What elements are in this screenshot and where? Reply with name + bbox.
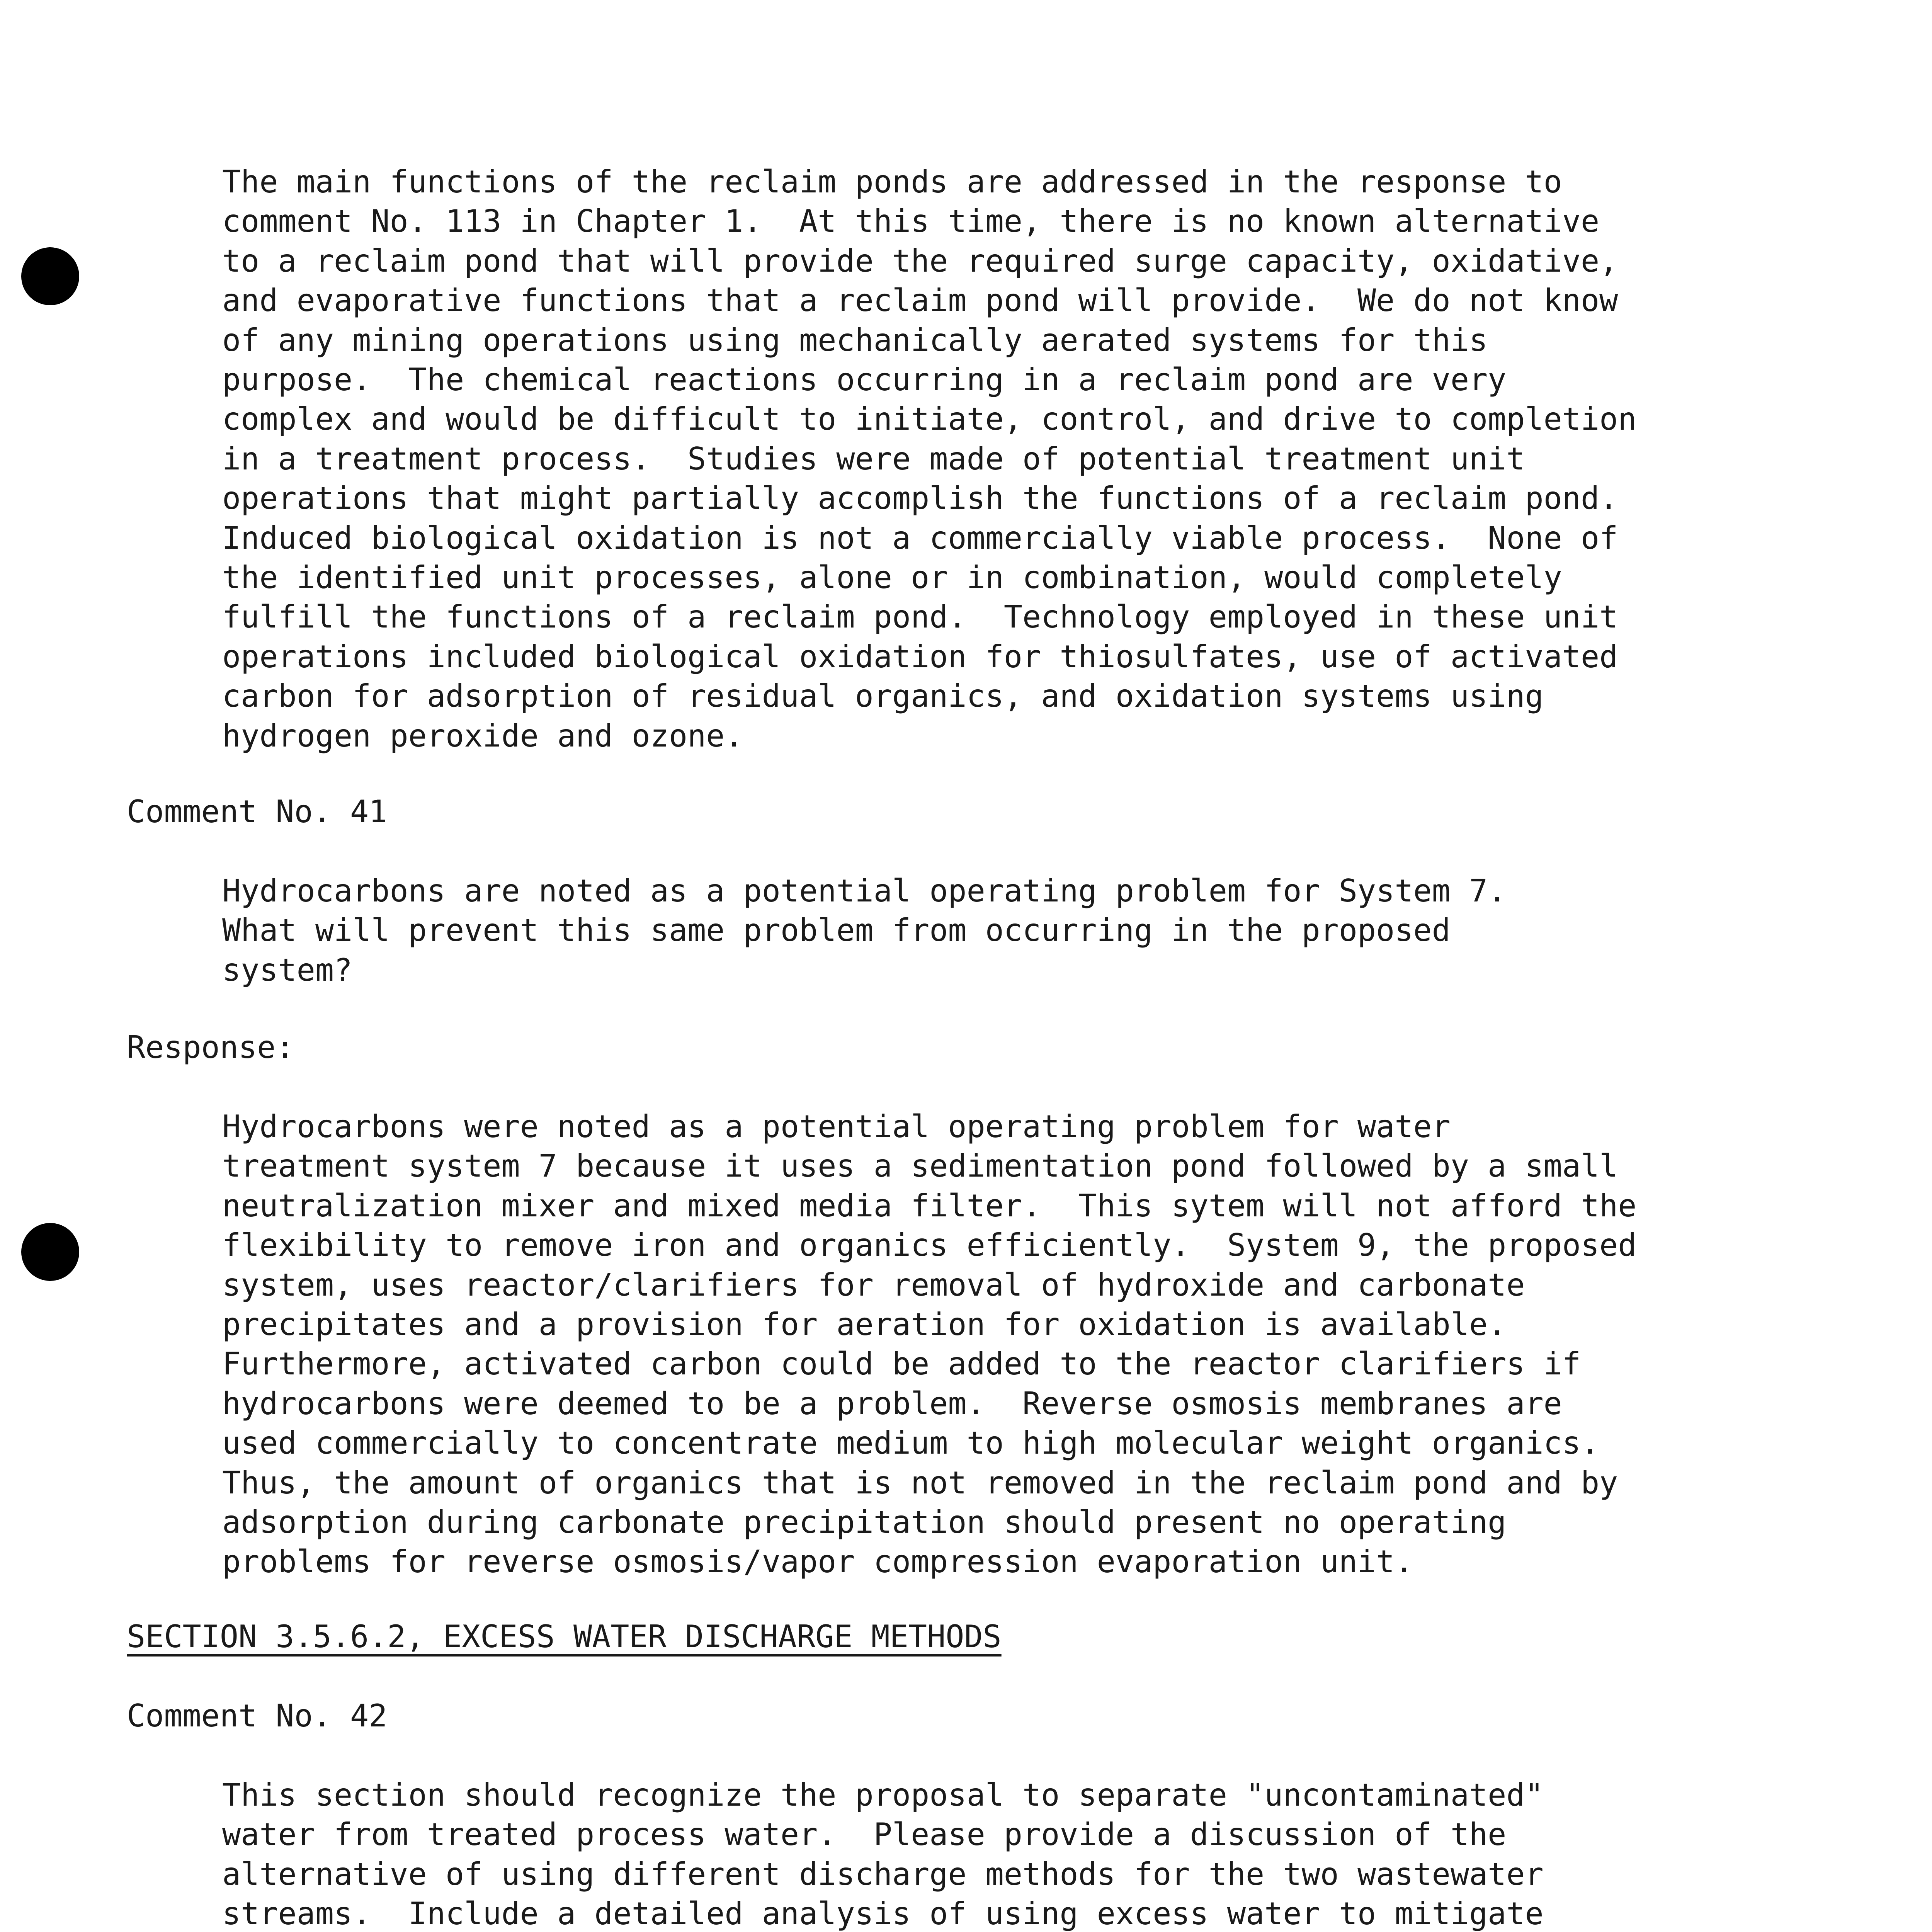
section-heading-3-5-6-2: SECTION 3.5.6.2, EXCESS WATER DISCHARGE METHODS — [127, 1619, 1002, 1655]
text-line: system, uses reactor/clarifiers for removal of hydroxide and carbonate — [222, 1267, 1525, 1303]
text-line: flexibility to remove iron and organics efficiently. System 9, the proposed — [222, 1227, 1637, 1264]
punch-hole-middle — [21, 1223, 79, 1281]
text-line: operations that might partially accomplish the functions of a reclaim pond. — [222, 480, 1618, 517]
response-paragraph-reclaim-ponds — [222, 162, 1636, 756]
text-line: Thus, the amount of organics that is not removed in the reclaim pond and by — [222, 1464, 1618, 1501]
comment-42-text — [222, 1776, 1544, 1932]
comment-label-41: Comment No. 41 — [127, 794, 388, 830]
text-line: problems for reverse osmosis/vapor compression evaporation unit. — [222, 1544, 1413, 1580]
text-line: Hydrocarbons are noted as a potential operating problem for System 7. — [222, 873, 1507, 909]
response-label-41: Response: — [127, 1029, 294, 1065]
text-line: carbon for adsorption of residual organics, and oxidation systems using — [222, 678, 1544, 714]
text-line: in a treatment process. Studies were made of potential treatment unit — [222, 440, 1525, 477]
text-line: operations included biological oxidation for thiosulfates, use of activated — [222, 638, 1618, 675]
comment-41-text — [222, 871, 1506, 990]
text-line: of any mining operations using mechanically aerated systems for this — [222, 322, 1488, 358]
response-41-text — [222, 1107, 1636, 1582]
text-line: Hydrocarbons were noted as a potential operating problem for water — [222, 1109, 1451, 1145]
text-line: treatment system 7 because it uses a sedimentation pond followed by a small — [222, 1148, 1618, 1184]
text-line: water from treated process water. Please provide a discussion of the — [222, 1816, 1507, 1853]
text-line: This section should recognize the proposal to separate "uncontaminated" — [222, 1777, 1544, 1813]
text-line: neutralization mixer and mixed media filter. This sytem will not afford the — [222, 1187, 1637, 1224]
text-line: alternative of using different discharge methods for the two wastewater — [222, 1856, 1544, 1892]
text-line: comment No. 113 in Chapter 1. At this time, there is no known alternative — [222, 203, 1600, 240]
text-line: Furthermore, activated carbon could be added to the reactor clarifiers if — [222, 1346, 1581, 1382]
text-line: What will prevent this same problem from occurring in the proposed — [222, 912, 1451, 949]
text-line: system? — [222, 952, 353, 988]
text-line: streams. Include a detailed analysis of using excess water to mitigate — [222, 1896, 1544, 1932]
text-line: The main functions of the reclaim ponds are addressed in the response to — [222, 164, 1562, 200]
text-line: purpose. The chemical reactions occurring in a reclaim pond are very — [222, 362, 1507, 398]
text-line: hydrocarbons were deemed to be a problem. Reverse osmosis membranes are — [222, 1385, 1562, 1422]
text-line: complex and would be difficult to initiate, control, and drive to completion — [222, 401, 1637, 437]
text-line: and evaporative functions that a reclaim pond will provide. We do not know — [222, 282, 1618, 319]
text-line: precipitates and a provision for aeration for oxidation is available. — [222, 1306, 1507, 1343]
text-line: hydrogen peroxide and ozone. — [222, 718, 743, 754]
text-line: the identified unit processes, alone or in combination, would completely — [222, 560, 1562, 596]
text-line: adsorption during carbonate precipitation should present no operating — [222, 1504, 1507, 1541]
comment-label-42: Comment No. 42 — [127, 1698, 388, 1734]
text-line: used commercially to concentrate medium to high molecular weight organics. — [222, 1425, 1600, 1461]
punch-hole-top — [21, 247, 79, 305]
text-line: to a reclaim pond that will provide the required surge capacity, oxidative, — [222, 243, 1618, 279]
text-line: fulfill the functions of a reclaim pond. Technology employed in these unit — [222, 599, 1618, 635]
text-line: Induced biological oxidation is not a commercially viable process. None of — [222, 520, 1618, 556]
